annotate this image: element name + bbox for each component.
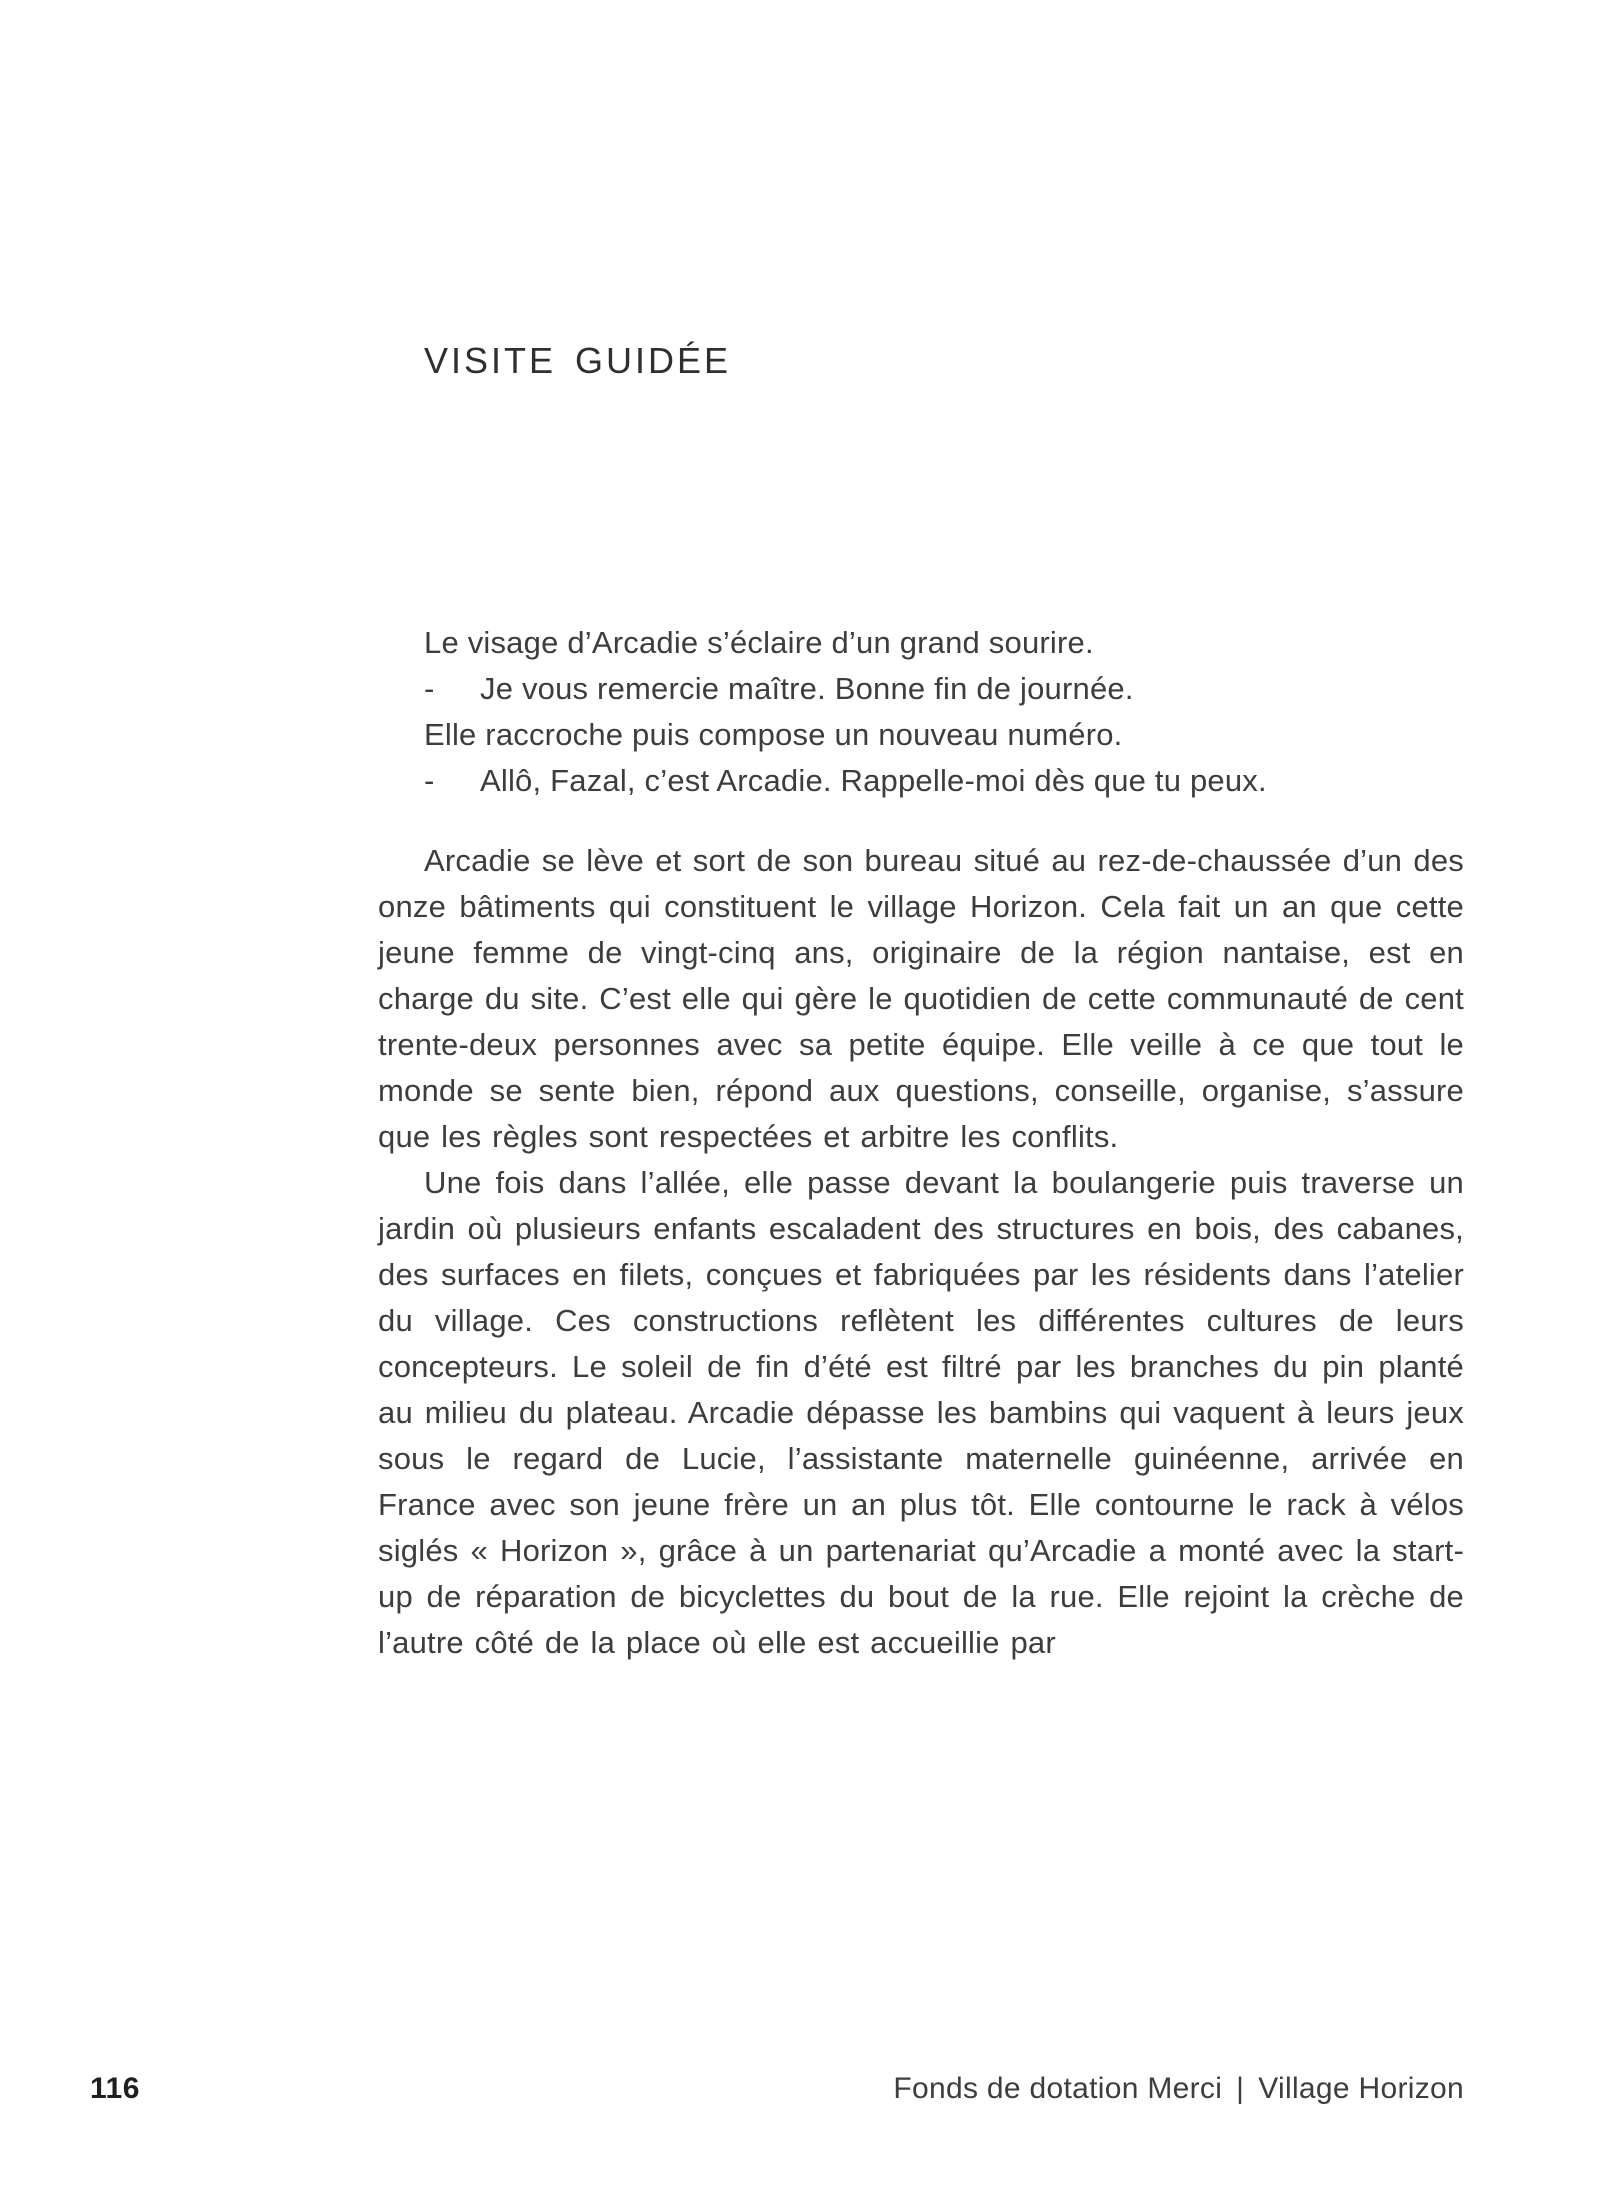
page-title: VISITE GUIDÉE bbox=[424, 340, 732, 381]
dialogue-text: Elle raccroche puis compose un nouveau numéro. bbox=[424, 717, 1123, 752]
dialogue-line bbox=[424, 620, 1464, 666]
dialogue-line bbox=[424, 758, 1464, 804]
page-footer bbox=[90, 2072, 1464, 2106]
dialogue-line bbox=[424, 712, 1464, 758]
dialogue-dash: - bbox=[424, 763, 435, 798]
footer-doc-label: Fonds de dotation Merci bbox=[893, 2072, 1223, 2105]
dialogue-dash: - bbox=[424, 671, 435, 706]
dialogue-block bbox=[424, 620, 1464, 804]
footer-section-label: Village Horizon bbox=[1258, 2072, 1464, 2105]
paragraph: Une fois dans l’allée, elle passe devant la boulangerie puis traverse un jardin où plusieurs enfants escaladent des structures en bois, des cabanes, des surfaces en filets, conçues et fabriquées par les résidents dans l’atelier du village. Ces constructions reflètent les différentes cultures de leurs concepteurs. Le soleil de fin d’été est filtré par les branches du pin planté au milieu du plateau. Arcadie dépasse les bambins qui vaquent à leurs jeux sous le regard de Lucie, l’assistante maternelle guinéenne, arrivée en France avec son jeune frère un an plus tôt. Elle contourne le rack à vélos siglés « Horizon », grâce à un partenariat qu’Arcadie a monté avec la start-up de réparation de bicyclettes du bout de la rue. Elle rejoint la crèche de l’autre côté de la place où elle est accueillie par bbox=[378, 1165, 1464, 1660]
dialogue-line bbox=[424, 666, 1464, 712]
dialogue-text: Je vous remercie maître. Bonne fin de journée. bbox=[480, 671, 1134, 706]
text-column bbox=[378, 340, 1464, 1666]
dialogue-text: Le visage d’Arcadie s’éclaire d’un grand sourire. bbox=[424, 625, 1094, 660]
running-footer bbox=[893, 2072, 1464, 2106]
dialogue-text: Allô, Fazal, c’est Arcadie. Rappelle-moi dès que tu peux. bbox=[480, 763, 1267, 798]
footer-separator: | bbox=[1236, 2072, 1245, 2105]
paragraph: Arcadie se lève et sort de son bureau situé au rez-de-chaussée d’un des onze bâtiments qui constituent le village Horizon. Cela fait un an que cette jeune femme de vingt-cinq ans, originaire de la région nantaise, est en charge du site. C’est elle qui gère le quotidien de cette communauté de cent trente-deux personnes avec sa petite équipe. Elle veille à ce que tout le monde se sente bien, répond aux questions, conseille, organise, s’assure que les règles sont respectées et arbitre les conflits. bbox=[378, 843, 1464, 1154]
page-number: 116 bbox=[90, 2072, 140, 2105]
body-text bbox=[378, 838, 1464, 1666]
